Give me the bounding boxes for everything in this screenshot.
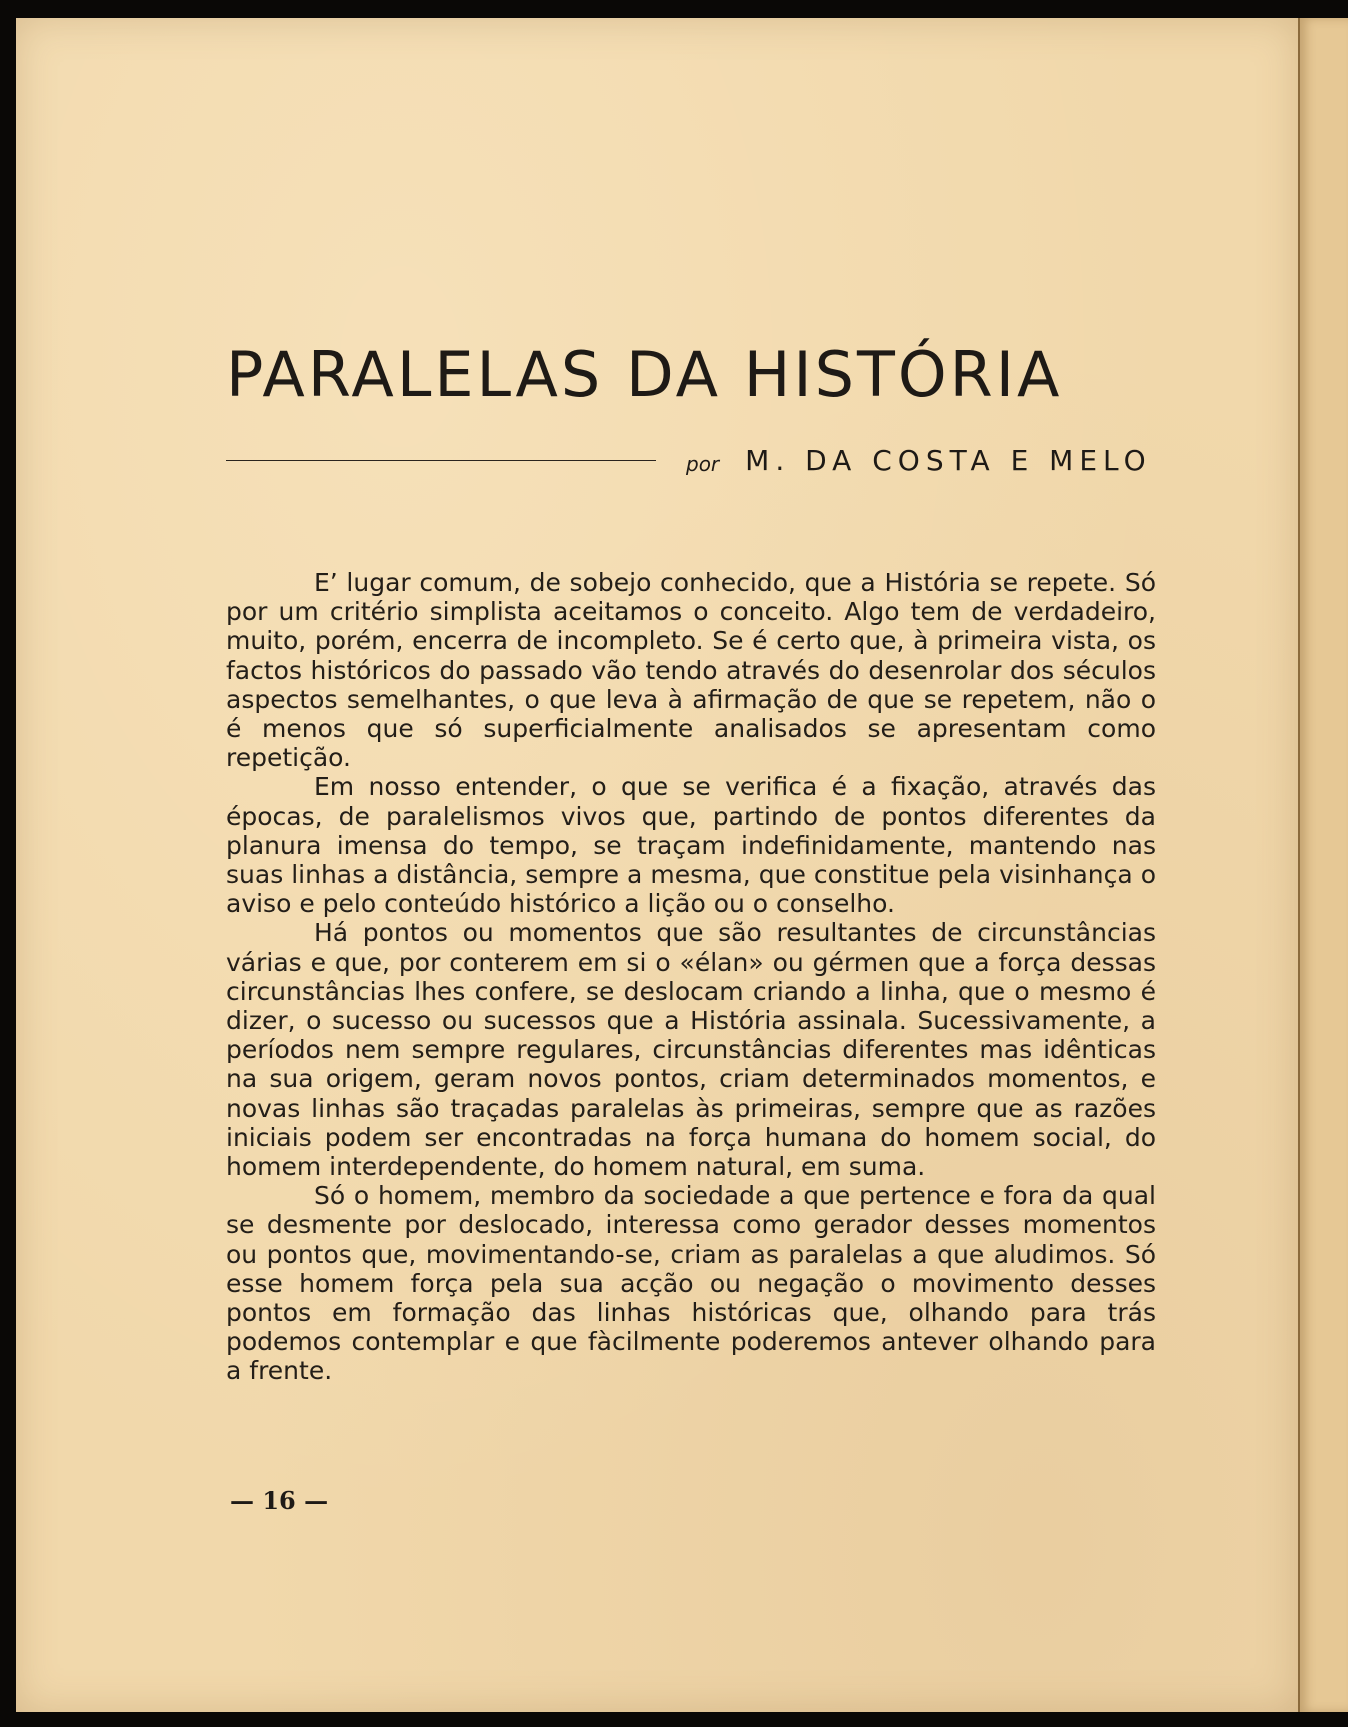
- paragraph-3: Há pontos ou momentos que são resultantes de circunstâncias várias e que, por conterem em si o «élan» ou gérmen que a força dessas circunstâncias lhes confere, se deslocam criando a linha, que o mesmo é dizer, o sucesso ou sucessos que a História assinala. Sucessivamente, a períodos nem sempre regulares, circunstâncias diferentes mas idênticas na sua origem, geram novos pontos, criam determinados momentos, e novas linhas são traçadas paralelas às primeiras, sempre que as razões iniciais podem ser encontradas na força humana do homem social, do homem interdependente, do homem natural, em suma.: [226, 918, 1156, 1182]
- byline-rule: [226, 460, 656, 461]
- article-body: [226, 568, 1156, 1386]
- adjacent-page-edge: [1298, 18, 1348, 1712]
- paragraph-4: Só o homem, membro da sociedade a que pertence e fora da qual se desmente por deslocado, interessa como gerador desses momentos ou pontos que, movimentando-se, criam as paralelas a que aludimos. Só esse homem força pela sua acção ou negação o movimento desses pontos em formação das linhas históricas que, olhando para trás podemos contemplar e que fàcilmente poderemos antever olhando para a frente.: [226, 1181, 1156, 1386]
- article-title: PARALELAS DA HISTÓRIA: [226, 338, 1063, 411]
- page-number: — 16 —: [230, 1486, 329, 1515]
- byline: [226, 440, 1156, 480]
- author-name: M. DA COSTA E MELO: [745, 443, 1152, 477]
- paragraph-1: E’ lugar comum, de sobejo conhecido, que a História se repete. Só por um critério simplista aceitamos o conceito. Algo tem de verdadeiro, muito, porém, encerra de incompleto. Se é certo que, à primeira vista, os factos históricos do passado vão tendo através do desenrolar dos séculos aspectos semelhantes, o que leva à afirmação de que se repetem, não o é menos que só superficialmente analisados se apresentam como repetição.: [226, 568, 1156, 773]
- paragraph-2: Em nosso entender, o que se verifica é a fixação, através das épocas, de paralelismos vivos que, partindo de pontos diferentes da planura imensa do tempo, se traçam indefinidamente, mantendo nas suas linhas a distância, sempre a mesma, que constitue pela visinhança o aviso e pelo conteúdo histórico a lição ou o conselho.: [226, 772, 1156, 919]
- byline-prefix: por: [686, 452, 720, 476]
